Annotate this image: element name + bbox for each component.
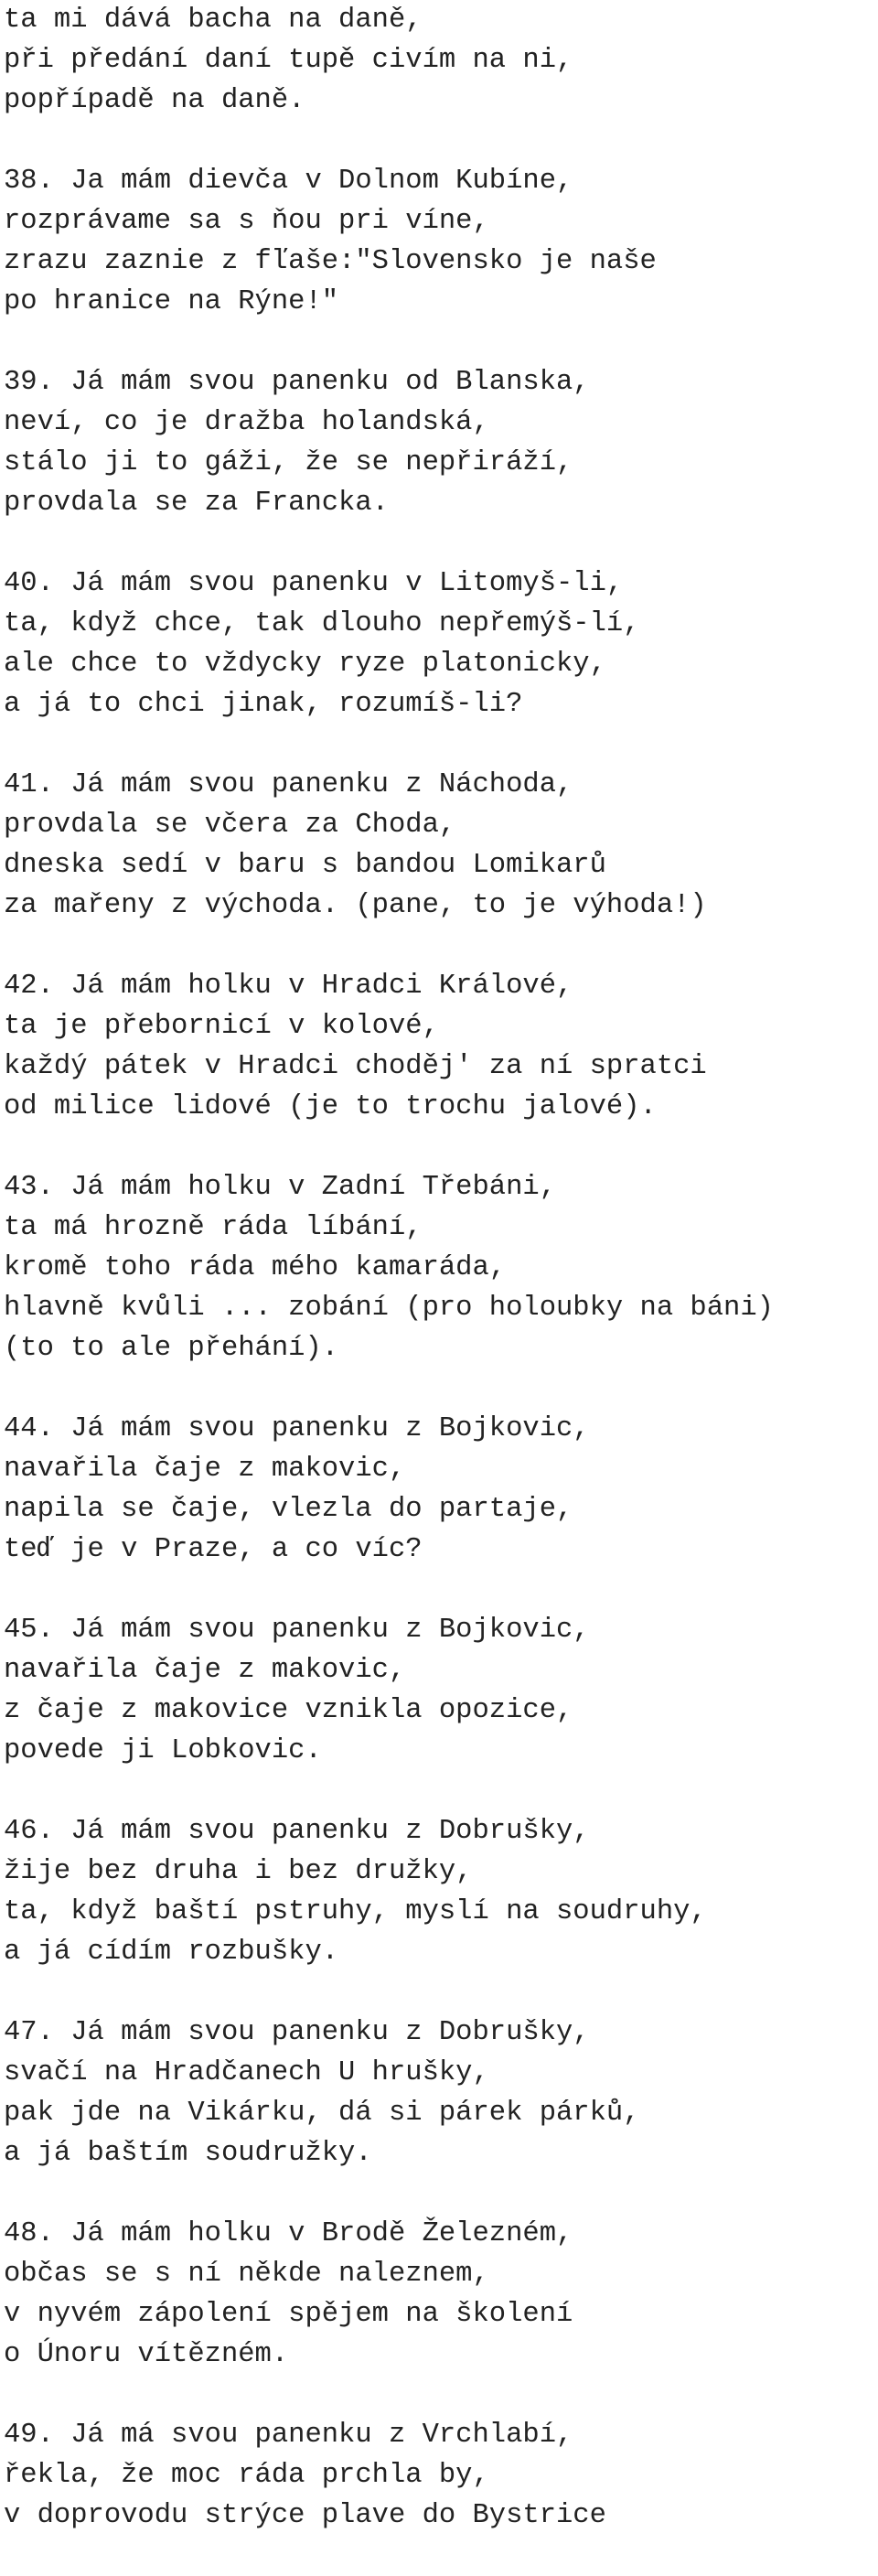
verse-line: řekla, že moc ráda prchla by, <box>4 2460 489 2491</box>
verse-line: ale chce to vždycky ryze platonicky, <box>4 649 606 680</box>
verse-line: 44. Já mám svou panenku z Bojkovic, <box>4 1413 590 1444</box>
verse-line: zrazu zaznie z fľaše:"Slovensko je naše <box>4 246 657 277</box>
verse-line: 38. Ja mám dievča v Dolnom Kubíne, <box>4 166 573 197</box>
verse-line: 41. Já mám svou panenku z Náchoda, <box>4 769 573 800</box>
verse-line: za mařeny z východa. (pane, to je výhoda!) <box>4 890 707 921</box>
verse-stanza <box>4 966 873 1127</box>
verse-line: 45. Já mám svou panenku z Bojkovic, <box>4 1615 590 1646</box>
verse-stanza <box>4 1610 873 1771</box>
verse-line: svačí na Hradčanech U hrušky, <box>4 2057 489 2088</box>
verse-line: 46. Já mám svou panenku z Dobrušky, <box>4 1816 590 1847</box>
verse-line: teď je v Praze, a co víc? <box>4 1534 423 1565</box>
verse-line: ta, když chce, tak dlouho nepřemýš-lí, <box>4 608 640 639</box>
verse-stanza <box>4 1167 873 1368</box>
verse-line: navařila čaje z makovic, <box>4 1655 406 1686</box>
verse-line: rozprávame sa s ňou pri víne, <box>4 206 489 237</box>
verse-line: (to to ale přehání). <box>4 1333 339 1364</box>
verse-line: 39. Já mám svou panenku od Blanska, <box>4 367 590 398</box>
verse-line: neví, co je dražba holandská, <box>4 407 489 438</box>
verse-line: povede ji Lobkovic. <box>4 1735 322 1766</box>
verse-line: a já baštím soudružky. <box>4 2138 372 2169</box>
verse-stanza <box>4 362 873 523</box>
verse-line: 47. Já mám svou panenku z Dobrušky, <box>4 2017 590 2048</box>
verse-stanza <box>4 2214 873 2375</box>
verse-line: provdala se včera za Choda, <box>4 810 456 841</box>
verse-line: občas se s ní někde naleznem, <box>4 2259 489 2290</box>
verse-line: ta, když baští pstruhy, myslí na soudruhy, <box>4 1896 707 1927</box>
verse-stanza <box>4 0 873 121</box>
verse-line: pak jde na Vikárku, dá si párek párků, <box>4 2098 640 2129</box>
verse-line: každý pátek v Hradci choděj' za ní spratci <box>4 1051 707 1082</box>
verse-line: navařila čaje z makovic, <box>4 1454 406 1485</box>
verse-line: 48. Já mám holku v Brodě Železném, <box>4 2218 573 2249</box>
verse-line: provdala se za Francka. <box>4 488 389 519</box>
verse-line: hlavně kvůli ... zobání (pro holoubky na báni) <box>4 1293 774 1324</box>
verse-line: 43. Já mám holku v Zadní Třebáni, <box>4 1172 556 1203</box>
verse-line: napila se čaje, vlezla do partaje, <box>4 1494 573 1525</box>
verse-line: ta mi dává bacha na daně, <box>4 5 423 36</box>
verse-line: 40. Já mám svou panenku v Litomyš-li, <box>4 568 624 599</box>
verse-line: popřípadě na daně. <box>4 85 305 116</box>
verse-line: ta má hrozně ráda líbání, <box>4 1212 423 1243</box>
verse-line: o Únoru vítězném. <box>4 2339 289 2370</box>
song-lyrics-document <box>4 0 873 2576</box>
verse-stanza <box>4 2415 873 2536</box>
verse-stanza <box>4 1811 873 1972</box>
verse-line: z čaje z makovice vznikla opozice, <box>4 1695 573 1726</box>
verse-line: dneska sedí v baru s bandou Lomikarů <box>4 850 606 881</box>
verse-stanza <box>4 161 873 322</box>
verse-line: od milice lidové (je to trochu jalové). <box>4 1091 657 1122</box>
verse-line: kromě toho ráda mého kamaráda, <box>4 1252 507 1283</box>
verse-line: a já cídím rozbušky. <box>4 1937 339 1968</box>
verse-stanza <box>4 2012 873 2174</box>
verse-line: a já to chci jinak, rozumíš-li? <box>4 689 523 720</box>
verse-stanza <box>4 765 873 926</box>
verse-line: 49. Já má svou panenku z Vrchlabí, <box>4 2420 573 2451</box>
verse-line: v nyvém zápolení spějem na školení <box>4 2299 573 2330</box>
verse-line: v doprovodu strýce plave do Bystrice <box>4 2500 606 2531</box>
verse-line: stálo ji to gáži, že se nepřiráží, <box>4 447 573 478</box>
verse-line: při předání daní tupě civím na ni, <box>4 45 573 76</box>
verse-line: žije bez druha i bez družky, <box>4 1856 473 1887</box>
verse-line: ta je přebornicí v kolové, <box>4 1011 439 1042</box>
verse-line: 42. Já mám holku v Hradci Králové, <box>4 971 573 1002</box>
verse-stanza <box>4 564 873 724</box>
verse-stanza <box>4 1409 873 1570</box>
verse-line: po hranice na Rýne!" <box>4 286 339 317</box>
